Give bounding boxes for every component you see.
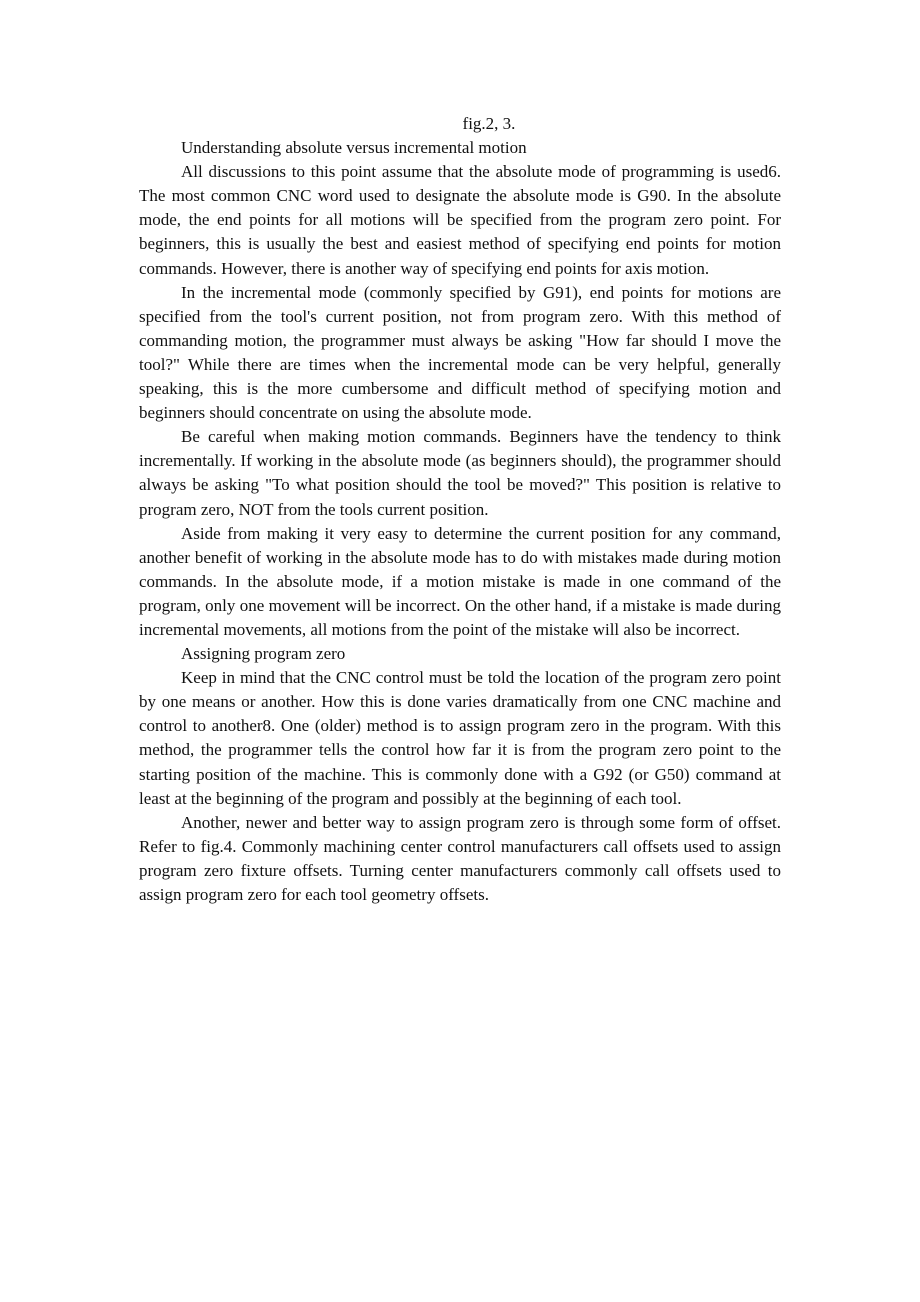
body-paragraph: In the incremental mode (commonly specified by G91), end points for motions are specified from the tool's current position, not from program zero. With this method of commanding motion, the programmer must always be asking "How far should I move the tool?" While there are times when the incremental mode can be very helpful, generally speaking, this is the more cumbersome and difficult method of specifying motion and beginners should concentrate on using the absolute mode. xyxy=(139,282,781,423)
body-paragraph: Aside from making it very easy to determine the current position for any command, another benefit of working in the absolute mode has to do with mistakes made during motion commands. In the absolute mode, if a motion mistake is made in one command of the program, only one movement will be incorrect. On the other hand, if a mistake is made during incremental movements, all motions from the point of the mistake will also be incorrect. xyxy=(139,523,781,639)
section-heading: Understanding absolute versus incremental motion xyxy=(181,138,527,158)
document-page xyxy=(139,112,781,907)
body-paragraph: Another, newer and better way to assign program zero is through some form of offset. Refer to fig.4. Commonly machining center control manufacturers call offsets used to assign program zero fixture offsets. Turning center manufacturers commonly call offsets used to assign program zero for each tool geometry offsets. xyxy=(139,812,781,904)
section-heading: Assigning program zero xyxy=(181,644,346,664)
body-paragraph: All discussions to this point assume that the absolute mode of programming is used6. The most common CNC word used to designate the absolute mode is G90. In the absolute mode, the end points for all motions will be specified from the program zero point. For beginners, this is usually the best and easiest method of specifying end points for motion commands. However, there is another way of specifying end points for axis motion. xyxy=(139,162,781,278)
body-paragraph: Keep in mind that the CNC control must be told the location of the program zero point by one means or another. How this is done varies dramatically from one CNC machine and control to another8. One (older) method is to assign program zero in the program. With this method, the programmer tells the control how far it is from the program zero point to the starting position of the machine. This is commonly done with a G92 (or G50) command at least at the beginning of the program and possibly at the beginning of each tool. xyxy=(139,668,781,808)
figure-caption: fig.2, 3. xyxy=(462,114,516,133)
body-paragraph: Be careful when making motion commands. Beginners have the tendency to think incrementally. If working in the absolute mode (as beginners should), the programmer should always be asking "To what position should the tool be moved?" This position is relative to program zero, NOT from the tools current position. xyxy=(139,427,781,519)
